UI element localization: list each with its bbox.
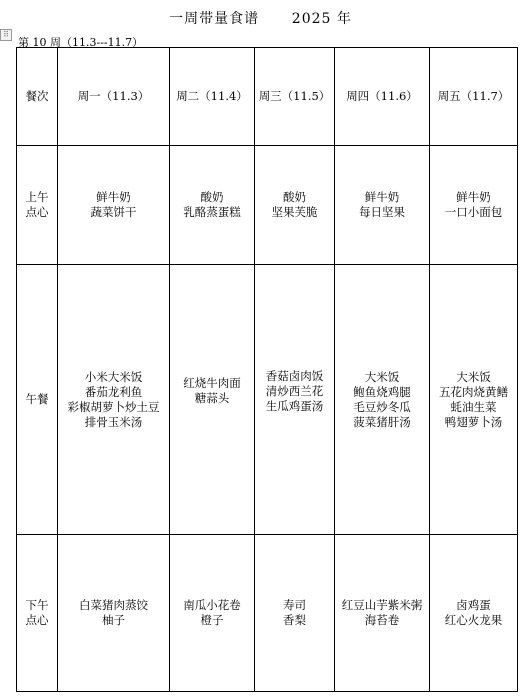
table-move-handle-icon[interactable]: ⠿: [0, 29, 12, 41]
row-label-lunch: [17, 265, 58, 535]
row-label-line: 点心: [25, 205, 49, 219]
dish-text: 番茄龙利鱼: [84, 384, 143, 399]
dish-text: 酸奶: [200, 190, 224, 204]
dish-text: 糖蒜头: [194, 390, 230, 405]
row-label-line: 午餐: [25, 392, 49, 406]
menu-cell-fri-lunch: [430, 265, 518, 535]
dish-text: 鲜牛奶: [364, 190, 400, 204]
dish-text: 每日坚果: [359, 205, 405, 219]
menu-cell-thu-lunch: [335, 265, 430, 535]
row-label-morning-snack: [17, 146, 58, 265]
menu-cell-tue-afternoon: [170, 535, 255, 692]
menu-cell-tue-morning: [170, 146, 255, 265]
week-label: 第 10 周（11.3---11.7）: [18, 36, 144, 49]
dish-text: 酸奶: [283, 190, 306, 204]
dish-text: 菠菜猪肝汤: [353, 414, 411, 429]
dish-text: 香菇卤肉饭: [265, 369, 324, 383]
menu-cell-wed-lunch: [255, 265, 335, 535]
dish-text: 毛豆炒冬瓜: [353, 399, 411, 414]
dish-text: 鸭翅萝卜汤: [444, 414, 503, 429]
dish-text: 橙子: [200, 613, 224, 627]
dish-text: 蔬菜饼干: [90, 205, 137, 219]
header-day-thu: 周四（11.6）: [335, 48, 430, 146]
menu-cell-thu-afternoon: [335, 535, 430, 692]
dish-text: 白菜猪肉蒸饺: [79, 598, 148, 612]
header-meal: 餐次: [17, 48, 58, 146]
weekly-menu-table: [16, 47, 518, 692]
dish-text: 小米大米饭: [84, 369, 143, 384]
table-header-row: [17, 48, 518, 146]
dish-text: 鲜牛奶: [96, 190, 131, 204]
dish-text: 鲜牛奶: [456, 190, 491, 204]
menu-cell-thu-morning: [335, 146, 430, 265]
menu-cell-wed-afternoon: [255, 535, 335, 692]
dish-text: 大米饭: [456, 369, 491, 384]
dish-text: 乳酪蒸蛋糕: [183, 205, 241, 219]
dish-text: 香梨: [283, 613, 306, 627]
menu-cell-fri-afternoon: [430, 535, 518, 692]
menu-cell-mon-morning: [58, 146, 170, 265]
dish-text: 排骨玉米汤: [84, 414, 143, 429]
dish-text: 彩椒胡萝卜炒土豆: [67, 399, 160, 414]
dish-text: 红豆山芋紫米粥: [341, 598, 423, 612]
row-label-line: 下午: [25, 598, 49, 612]
menu-cell-mon-lunch: [58, 265, 170, 535]
header-day-fri: 周五（11.7）: [430, 48, 518, 146]
page-title: 一周带量食谱 2025 年: [169, 11, 352, 27]
header-day-tue: 周二（11.4）: [170, 48, 255, 146]
header-day-wed: 周三（11.5）: [255, 48, 335, 146]
row-label-afternoon-snack: [17, 535, 58, 692]
dish-text: 坚果芙脆: [271, 205, 318, 219]
header-day-mon: 周一（11.3）: [58, 48, 170, 146]
dish-text: 清炒西兰花: [265, 384, 324, 398]
menu-cell-tue-lunch: [170, 265, 255, 535]
dish-text: 一口小面包: [444, 205, 503, 219]
dish-text: 寿司: [283, 598, 306, 612]
dish-text: 海苔卷: [364, 613, 400, 627]
dish-text: 柚子: [102, 613, 125, 627]
dish-text: 南瓜小花卷: [183, 598, 241, 612]
table-row-afternoon-snack: [17, 535, 518, 692]
table-row-lunch: [17, 265, 518, 535]
dish-text: 红烧牛肉面: [183, 375, 241, 390]
table-row-morning-snack: [17, 146, 518, 265]
dish-text: 卤鸡蛋: [456, 598, 491, 612]
row-label-line: 上午: [25, 190, 49, 204]
dish-text: 红心火龙果: [444, 613, 503, 627]
dish-text: 生瓜鸡蛋汤: [265, 399, 324, 413]
row-label-line: 点心: [25, 613, 49, 627]
dish-text: 鲍鱼烧鸡腿: [353, 384, 411, 399]
menu-cell-wed-morning: [255, 146, 335, 265]
menu-cell-mon-afternoon: [58, 535, 170, 692]
menu-cell-fri-morning: [430, 146, 518, 265]
dish-text: 五花肉烧黄鳝: [439, 384, 508, 399]
dish-text: 蚝油生菜: [450, 399, 497, 414]
dish-text: 大米饭: [364, 369, 400, 384]
